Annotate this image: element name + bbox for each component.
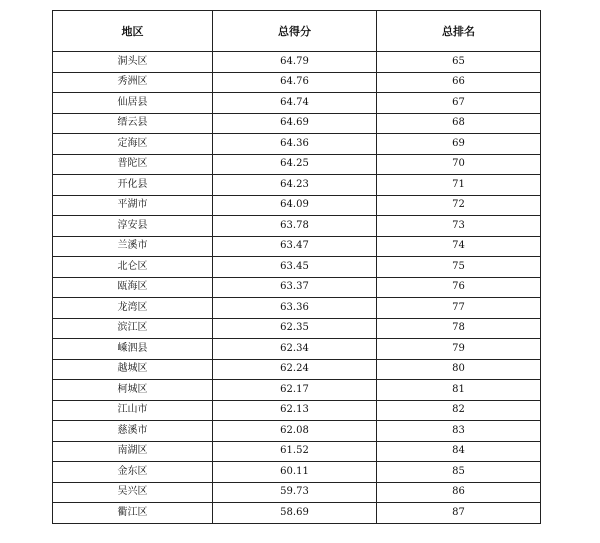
table-row (53, 359, 541, 380)
cell-total-rank: 79 (377, 339, 541, 360)
cell-total-score: 62.34 (213, 339, 377, 360)
cell-total-rank: 86 (377, 482, 541, 503)
cell-total-score: 64.69 (213, 113, 377, 134)
table-header (53, 11, 541, 52)
cell-region: 滨江区 (53, 318, 213, 339)
cell-total-rank: 83 (377, 421, 541, 442)
table-row (53, 154, 541, 175)
cell-region: 仙居县 (53, 93, 213, 114)
cell-total-score: 63.37 (213, 277, 377, 298)
cell-region: 缙云县 (53, 113, 213, 134)
cell-total-score: 62.08 (213, 421, 377, 442)
cell-region: 瓯海区 (53, 277, 213, 298)
cell-total-score: 64.25 (213, 154, 377, 175)
table-row (53, 462, 541, 483)
cell-region: 洞头区 (53, 52, 213, 73)
cell-total-score: 62.17 (213, 380, 377, 401)
cell-total-rank: 80 (377, 359, 541, 380)
cell-region: 越城区 (53, 359, 213, 380)
cell-total-rank: 87 (377, 503, 541, 524)
table-row (53, 298, 541, 319)
cell-region: 兰溪市 (53, 236, 213, 257)
table-row (53, 482, 541, 503)
table-row (53, 257, 541, 278)
cell-total-score: 61.52 (213, 441, 377, 462)
table-body (53, 52, 541, 524)
cell-total-rank: 69 (377, 134, 541, 155)
cell-region: 慈溪市 (53, 421, 213, 442)
cell-region: 淳安县 (53, 216, 213, 237)
cell-total-score: 64.36 (213, 134, 377, 155)
cell-total-rank: 82 (377, 400, 541, 421)
table-row (53, 441, 541, 462)
cell-total-score: 64.79 (213, 52, 377, 73)
header-total-score: 总得分 (213, 11, 377, 52)
cell-region: 江山市 (53, 400, 213, 421)
cell-total-rank: 68 (377, 113, 541, 134)
header-region: 地区 (53, 11, 213, 52)
table-row (53, 72, 541, 93)
table-row (53, 52, 541, 73)
table-row (53, 175, 541, 196)
cell-region: 衢江区 (53, 503, 213, 524)
cell-total-score: 62.13 (213, 400, 377, 421)
cell-total-score: 60.11 (213, 462, 377, 483)
cell-total-rank: 70 (377, 154, 541, 175)
cell-total-score: 63.47 (213, 236, 377, 257)
cell-region: 南湖区 (53, 441, 213, 462)
table-row (53, 400, 541, 421)
cell-region: 嵊泗县 (53, 339, 213, 360)
cell-region: 普陀区 (53, 154, 213, 175)
cell-region: 秀洲区 (53, 72, 213, 93)
table-row (53, 236, 541, 257)
cell-total-rank: 84 (377, 441, 541, 462)
table-row (53, 380, 541, 401)
table-row (53, 421, 541, 442)
cell-region: 开化县 (53, 175, 213, 196)
cell-total-rank: 75 (377, 257, 541, 278)
table-row (53, 195, 541, 216)
cell-region: 北仑区 (53, 257, 213, 278)
cell-total-rank: 85 (377, 462, 541, 483)
table-row (53, 503, 541, 524)
cell-total-score: 64.74 (213, 93, 377, 114)
cell-region: 金东区 (53, 462, 213, 483)
cell-region: 定海区 (53, 134, 213, 155)
cell-total-score: 62.35 (213, 318, 377, 339)
table-row (53, 216, 541, 237)
cell-total-score: 62.24 (213, 359, 377, 380)
cell-total-rank: 74 (377, 236, 541, 257)
cell-total-rank: 78 (377, 318, 541, 339)
cell-region: 吴兴区 (53, 482, 213, 503)
cell-total-rank: 81 (377, 380, 541, 401)
table-row (53, 277, 541, 298)
cell-region: 平湖市 (53, 195, 213, 216)
cell-total-score: 58.69 (213, 503, 377, 524)
cell-region: 柯城区 (53, 380, 213, 401)
table-row (53, 134, 541, 155)
cell-total-rank: 73 (377, 216, 541, 237)
cell-total-rank: 72 (377, 195, 541, 216)
cell-total-score: 64.76 (213, 72, 377, 93)
cell-total-score: 63.78 (213, 216, 377, 237)
cell-total-score: 63.36 (213, 298, 377, 319)
cell-total-rank: 77 (377, 298, 541, 319)
table-row (53, 113, 541, 134)
cell-total-rank: 66 (377, 72, 541, 93)
cell-total-rank: 76 (377, 277, 541, 298)
table-row (53, 93, 541, 114)
cell-region: 龙湾区 (53, 298, 213, 319)
header-total-rank: 总排名 (377, 11, 541, 52)
cell-total-rank: 67 (377, 93, 541, 114)
table-row (53, 339, 541, 360)
ranking-table (52, 10, 541, 524)
cell-total-score: 64.23 (213, 175, 377, 196)
cell-total-score: 64.09 (213, 195, 377, 216)
cell-total-score: 59.73 (213, 482, 377, 503)
header-row (53, 11, 541, 52)
cell-total-rank: 71 (377, 175, 541, 196)
cell-total-score: 63.45 (213, 257, 377, 278)
cell-total-rank: 65 (377, 52, 541, 73)
table-row (53, 318, 541, 339)
